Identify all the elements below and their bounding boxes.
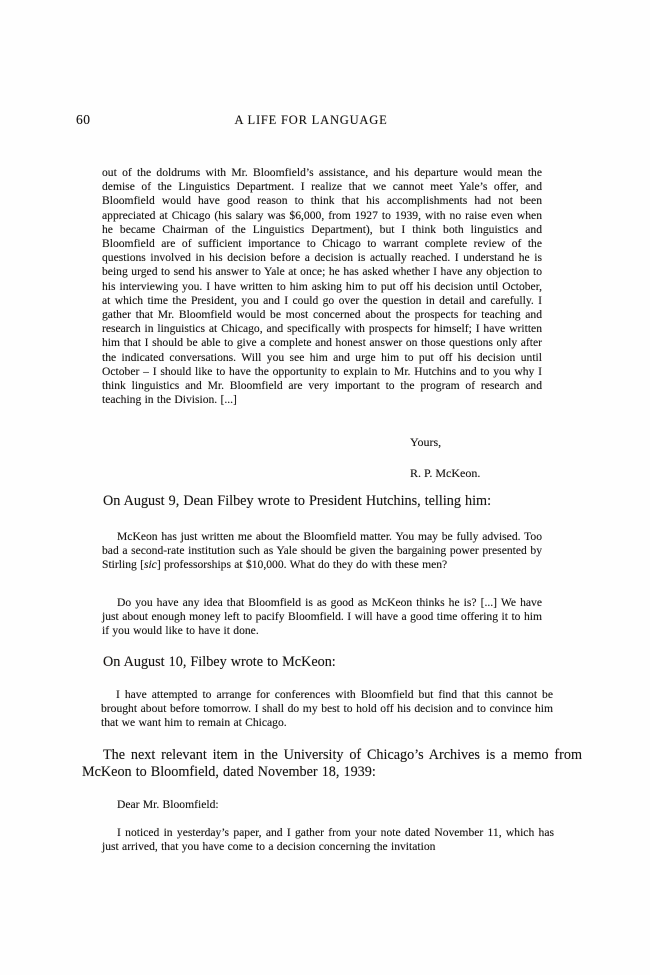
- page-number: 60: [76, 112, 91, 127]
- memo-salutation: Dear Mr. Bloomfield:: [117, 798, 219, 811]
- blockquote-filbey-to-hutchins-para1: McKeon has just written me about the Bloomfield matter. You may be fully advised. Too bad a second-rate institution such as Yale should be given the bargaining power presented by Stirling [sic] professorships at $10,000. What do they do with these men?: [102, 530, 542, 572]
- running-header-title: A LIFE FOR LANGUAGE: [234, 113, 388, 127]
- narrative-paragraph-next-item: The next relevant item in the University of Chicago’s Archives is a memo from McKeon to Bloomfield, dated November 18, 1939:: [82, 747, 582, 780]
- letter-closing: Yours,: [410, 435, 442, 449]
- blockquote-filbey-to-mckeon: I have attempted to arrange for conferences with Bloomfield but find that this cannot be brought about before tomorrow. I shall do my best to hold off his decision and to convince him that we want him to remain at Chicago.: [101, 688, 553, 730]
- blockquote-memo-body: I noticed in yesterday’s paper, and I gather from your note dated November 11, which has just arrived, that you have come to a decision concerning the invitation: [102, 826, 554, 854]
- blockquote-filbey-to-hutchins-para2: Do you have any idea that Bloomfield is as good as McKeon thinks he is? [...] We have just about enough money left to pacify Bloomfield. I will have a good time offering it to him if you would like to have it done.: [102, 596, 542, 638]
- narrative-paragraph-august10: On August 10, Filbey wrote to McKeon:: [103, 654, 336, 670]
- narrative-paragraph-august9: On August 9, Dean Filbey wrote to President Hutchins, telling him:: [103, 493, 492, 509]
- blockquote-mckeon-letter-body: out of the doldrums with Mr. Bloomfield’s assistance, and his departure would mean the demise of the Linguistics Department. I realize that we cannot meet Yale’s offer, and Bloomfield would have good reason to think that his accomplishments had not been appreciated at Chicago (his salary was $6,000, from 1927 to 1939, with no raise even when he became Chairman of the Linguistics Department), but I think both linguistics and Bloomfield are of sufficient importance to Chicago to warrant complete review of the questions involved in his decision before a decision is actually reached. I understand he is being urged to send his answer to Yale at once; he has asked whether I have any objection to his interviewing you. I have written to him asking him to put off his decision until October, at which time the President, you and I could go over the question in detail and carefully. I gather that Mr. Bloomfield would be most concerned about the prospects for teaching and research in linguistics at Chicago, and specifically with prospects for himself; I have written him that I should be able to give a complete and honest answer on those questions only after the indicated conversations. Will you see him and urge him to put off his decision until October – I should like to have the opportunity to explain to Mr. Hutchins and to you why I think linguistics and Mr. Bloomfield are very important to the program of research and teaching in the Division. [...]: [102, 166, 542, 407]
- letter-signature: R. P. McKeon.: [410, 466, 481, 480]
